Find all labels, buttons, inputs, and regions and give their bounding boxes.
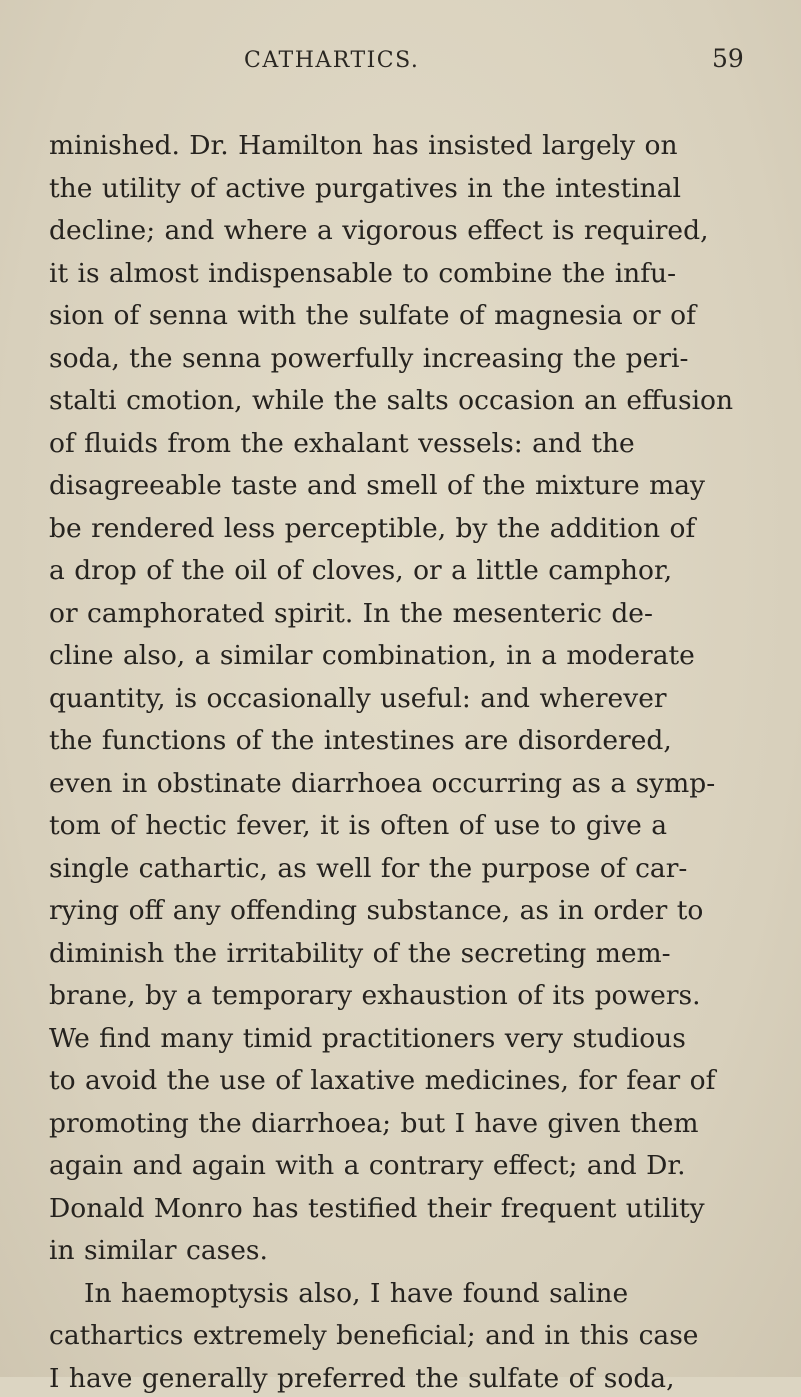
- text-line: quantity, is occasionally useful: and wherever: [49, 682, 667, 714]
- text-line: even in obstinate diarrhoea occurring as a symp-: [49, 767, 716, 799]
- text-line: We find many timid practitioners very studious: [49, 1022, 686, 1054]
- text-line: be rendered less perceptible, by the addition of: [49, 512, 696, 544]
- running-title: CATHARTICS.: [244, 48, 420, 73]
- text-line: the utility of active purgatives in the intestinal: [49, 172, 682, 204]
- text-line: in similar cases.: [49, 1235, 268, 1266]
- text-line: the functions of the intestines are disordered,: [49, 725, 672, 756]
- text-line: rying off any offending substance, as in order to: [49, 895, 704, 926]
- text-line: decline; and where a vigorous effect is required,: [49, 215, 709, 246]
- text-line: to avoid the use of laxative medicines, for fear of: [49, 1065, 716, 1096]
- text-line: or camphorated spirit. In the mesenteric de-: [49, 597, 653, 629]
- text-line: it is almost indispensable to combine the infu-: [49, 257, 677, 289]
- text-line: cline also, a similar combination, in a moderate: [49, 640, 695, 671]
- text-line: of fluids from the exhalant vessels: and the: [49, 427, 635, 459]
- text-line: cathartics extremely beneficial; and in this case: [49, 1320, 699, 1351]
- text-line: sion of senna with the sulfate of magnesia or of: [49, 300, 696, 331]
- text-line: minished. Dr. Hamilton has insisted largely on: [49, 130, 678, 161]
- text-line: again and again with a contrary effect; and Dr.: [49, 1150, 686, 1181]
- running-head: [0, 42, 801, 82]
- text-line: disagreeable taste and smell of the mixture may: [49, 470, 705, 501]
- text-line: Donald Monro has testified their frequent utility: [49, 1192, 705, 1224]
- text-line: brane, by a temporary exhaustion of its powers.: [49, 980, 701, 1011]
- text-line: In haemoptysis also, I have found saline: [84, 1277, 629, 1309]
- text-line: a drop of the oil of cloves, or a little camphor,: [49, 555, 673, 586]
- text-line: I have generally preferred the sulfate of soda,: [49, 1362, 675, 1394]
- text-line: single cathartic, as well for the purpose of car-: [49, 852, 688, 884]
- text-line: soda, the senna powerfully increasing the peri-: [49, 342, 689, 374]
- text-line: promoting the diarrhoea; but I have given them: [49, 1107, 699, 1139]
- text-line: diminish the irritability of the secreting mem-: [49, 937, 671, 969]
- page-number: 59: [712, 44, 744, 73]
- text-line: tom of hectic fever, it is often of use to give a: [49, 810, 668, 841]
- text-line: stalti cmotion, while the salts occasion an effusion: [49, 385, 734, 416]
